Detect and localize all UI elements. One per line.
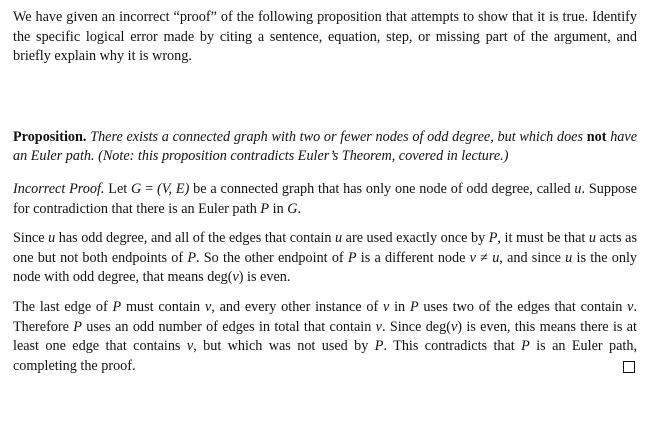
proof-paragraph-2 bbox=[13, 229, 637, 288]
math-P: P bbox=[187, 249, 197, 266]
proof-text: . So the other endpoint of bbox=[196, 249, 348, 266]
proof-text: The last edge of bbox=[13, 298, 113, 315]
proposition-not: not bbox=[586, 128, 607, 145]
proposition-text-a: There exists a connected graph with two or fewer nodes of odd degree, but which does bbox=[90, 128, 587, 145]
proof-text: . Suppose for contradiction that there is an Euler path bbox=[13, 180, 637, 217]
proof-text: , and every other instance of bbox=[211, 298, 383, 315]
proof-text: Let bbox=[104, 180, 132, 197]
proof-paragraph-1 bbox=[13, 180, 637, 219]
math-v: v bbox=[450, 318, 458, 335]
math-G: G bbox=[287, 200, 298, 217]
math-P: P bbox=[521, 338, 530, 355]
math-u: u bbox=[565, 249, 573, 266]
proof-text: has odd degree, and all of the edges that contain bbox=[55, 230, 336, 247]
proof-text: are used exactly once by bbox=[342, 230, 489, 247]
math-VE: (V, E) bbox=[156, 180, 190, 197]
math-P: P bbox=[347, 249, 357, 266]
proof-text: , and since bbox=[499, 249, 566, 266]
math-v: v bbox=[383, 298, 390, 315]
math-P: P bbox=[73, 318, 82, 335]
proof-text: Since bbox=[13, 230, 49, 247]
proof-text: must contain bbox=[121, 298, 205, 315]
math-P: P bbox=[409, 298, 419, 315]
math-neq: ≠ bbox=[475, 249, 493, 266]
proof-text: ) is even. bbox=[238, 269, 291, 286]
proof-text: acts as one but not both endpoints of bbox=[13, 230, 637, 266]
proof-text: be a connected graph that has only one node of odd degree, called bbox=[189, 180, 575, 197]
proof-text: . Since deg( bbox=[381, 318, 451, 335]
proposition-text-b: have an Euler path. (Note: this proposition contradicts Euler’s Theorem, covered in lecture.) bbox=[13, 128, 637, 165]
math-P: P bbox=[260, 200, 270, 217]
instructions-paragraph: We have given an incorrect “proof” of the following proposition that attempts to show that it is true. Identify the specific logical error made by citing a sentence, equation, step, or missing part of the argument, and briefly explain why it is wrong. bbox=[13, 9, 637, 65]
proof-text: in bbox=[269, 200, 288, 217]
proposition-heading: Proposition. bbox=[13, 128, 87, 145]
proof-paragraph-3 bbox=[13, 298, 637, 376]
proof-text: . bbox=[297, 200, 302, 217]
math-v: v bbox=[186, 338, 194, 355]
math-P: P bbox=[374, 338, 384, 355]
proof-text: , it must be that bbox=[497, 230, 589, 247]
math-u: u bbox=[492, 249, 500, 266]
proof-text: . Therefore bbox=[13, 298, 637, 335]
math-eq: = bbox=[141, 180, 157, 197]
proof-text: uses an odd number of edges in total that contain bbox=[81, 318, 376, 335]
proof-text: is the only node with odd degree, that means deg( bbox=[13, 249, 637, 286]
document-page bbox=[13, 8, 637, 386]
math-u: u bbox=[588, 230, 596, 247]
math-v: v bbox=[469, 249, 476, 266]
math-v: v bbox=[204, 298, 212, 315]
proof-text: uses two of the edges that contain bbox=[418, 298, 628, 315]
math-u: u bbox=[48, 230, 56, 247]
math-G: G bbox=[131, 180, 142, 197]
proof-text: is a different node bbox=[356, 249, 470, 266]
math-P: P bbox=[112, 298, 122, 315]
math-v: v bbox=[232, 269, 239, 286]
math-u: u bbox=[335, 230, 343, 247]
math-P: P bbox=[488, 230, 498, 247]
math-v: v bbox=[375, 318, 382, 335]
qed-square-icon bbox=[623, 361, 635, 373]
proof-label: Incorrect Proof. bbox=[13, 180, 105, 197]
math-u: u bbox=[574, 180, 582, 197]
proof-text: . This contradicts that bbox=[383, 338, 522, 355]
math-v: v bbox=[627, 298, 634, 315]
proof-text: ) is even, this means there is at least one edge that contains bbox=[13, 318, 637, 355]
proof-text: in bbox=[389, 298, 410, 315]
proof-text: , but which was not used by bbox=[193, 338, 375, 355]
proof-text: is an Euler path, completing the proof. bbox=[13, 338, 637, 374]
proposition-paragraph bbox=[13, 128, 637, 167]
